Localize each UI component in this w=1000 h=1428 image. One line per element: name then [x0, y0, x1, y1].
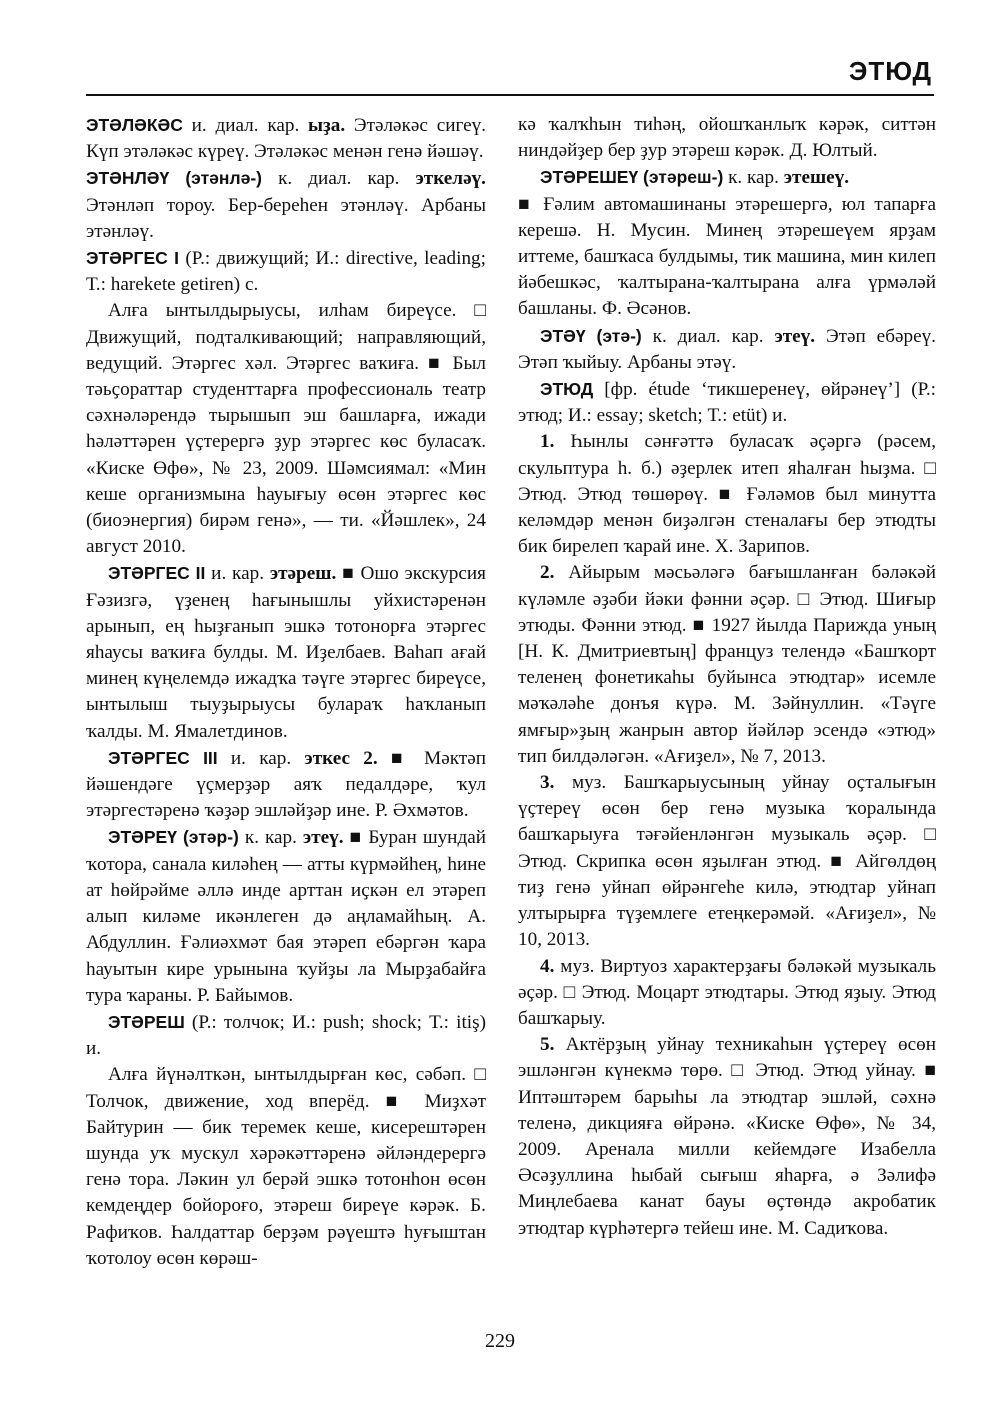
entry-text: «Киске Өфө», № 34, 2009. [518, 1112, 936, 1160]
dictionary-entry [86, 245, 486, 298]
entry-text: «Ағиҙел», № 7, 2013. [649, 745, 826, 767]
headword: ЭТЮД [540, 379, 594, 400]
dictionary-entry [518, 376, 936, 429]
italic-text: Ваһап ағай минең күңелемдә ижадҡа тәүге этәргес биреүсе, ынтылыш тыуҙырыусы булараҡ һаҡланып ҡалды. [86, 642, 486, 742]
entry-text: ■ [708, 483, 747, 505]
header-rule [86, 94, 934, 96]
entry-text: Р. Байымов. [192, 984, 294, 1006]
italic-text: Этәнләп тороу. Бер-береһен этәнләү. Арбаны этәнләү. [86, 194, 486, 242]
entry-text: М. Зәйнуллин. [717, 693, 881, 715]
italic-text: муз. [560, 955, 595, 977]
entry-text: «Йәшлек», 24 август 2010. [86, 510, 486, 558]
bold-text: 3. [540, 772, 555, 794]
italic-text: с. [244, 274, 259, 296]
headword: ЭТӘНЛӘҮ (этәнлә-) [86, 168, 262, 189]
dictionary-entry [86, 165, 486, 245]
dictionary-entry [86, 112, 486, 165]
dictionary-entry [518, 323, 936, 376]
italic-text: Этәләкәс сигеү. Күп этәләкәс күреү. Этәләкәс менән генә йәшәү. [86, 115, 487, 163]
dictionary-entry [518, 164, 936, 191]
italic-text: муз. [572, 772, 607, 794]
italic-text: Миҙхәт Байтурин — бик теремек кеше, кисерештәрен шунда уҡ мускул хәрәкәттәренә әйләндерергә генә тора. Ләкин ул берәй эшкә тотонһон өсөн кемдеңдер бойороғо, этәреш биреүе кәрәк. [86, 1090, 486, 1217]
italic-text: 1927 йылда Парижда уның [Н. К. Дмитриевтың] француз телендә «Башҡорт теленең фонетикаһы буйынса этюдтар» исемле мәҡәләһе донъя күрә. [518, 614, 937, 715]
entry-text: ■ [427, 352, 453, 374]
italic-text: Иптәштәрем барыһы ла этюдтар эшләй, сәхнә теленә, дикцияға өйрәнә. [518, 1086, 936, 1134]
left-column [86, 112, 486, 1272]
bold-text: эткеләү. [415, 168, 486, 190]
headword: ЭТӘРЕШЕҮ (этәреш-) [540, 167, 724, 188]
dictionary-entry [86, 745, 486, 825]
italic-text: Скрипка өсөн яҙылған этюд. [576, 850, 822, 872]
entry-text: Х. Зарипов. [710, 536, 810, 558]
entry-text: А. Абдуллин. [86, 906, 486, 954]
running-head: ЭТЮД [848, 56, 932, 86]
entry-text: ■ [336, 563, 361, 585]
entry-text: Һынлы сәнғәттә буласаҡ әҫәргә [554, 431, 878, 453]
italic-text: Буран шундай ҡотора, санала киләһең — атты күрмәйһең, һине ат һөйрәйме әллә инде арттан иҫкән ел этәреп алып киләме икәнлеген дә аңламайһың. [86, 827, 486, 928]
headword: ЭТӘҮ (этә-) [540, 325, 642, 346]
italic-text: Минең этәрешеүем ярҙам иттеме, башҡаса булдымы, тик машина, мин килеп йәбешкәс, ҡалтырана-ҡалтырана алға үрмәләй башланы. [518, 219, 936, 320]
dictionary-entry [86, 298, 486, 560]
dictionary-entry [518, 1032, 936, 1242]
italic-text: и. [86, 1038, 102, 1060]
italic-text: и. [772, 405, 788, 427]
entry-text: М. Садиҡова. [772, 1217, 889, 1239]
italic-text: Был тәьҫораттар студенттарға профессиональ театр сәхнәләрендә тырышып эш башларға, ижади һәләттәрен үҫтерергә ҙур этәргес көс буласаҡ. [86, 352, 486, 453]
italic-text: Шәмсиямал: «Мин кеше организмына һауығыу өсөн этәргес көс (биоэнергия) бирәм генә», — ти. [86, 457, 487, 532]
entry-text: «Киске Өфө», № 23, 2009. [86, 457, 327, 479]
right-column [518, 112, 936, 1242]
italic-text: Этәп ебәреү. Этәп ҡыйыу. Арбаны этәү. [518, 325, 936, 373]
bold-text: 1. [540, 431, 555, 453]
entry-text: ■ [686, 614, 712, 636]
entry-text: ‘тикшеренеү, өйрәнеү’] (Р.: этюд; И.: essay; sketch; Т.: etüt) [518, 379, 936, 427]
entry-text: Н. Мусин. [581, 219, 706, 241]
headword: ЭТӘРЕШ [108, 1011, 185, 1032]
entry-text: Актёрҙың уйнау техникаһын үҫтереү өсөн эшләнгән күнекмә төрө. □ Этюд. [518, 1034, 936, 1082]
italic-text: к. кар. [723, 167, 784, 189]
italic-text: Айгөлдөң тиҙ генә уйнап өйрәнгеһе килә, этюдтар уйнап ултырырға түҙемлеге етеңкерәмәй. [518, 850, 936, 925]
italic-text: Ғәләмов был минутта келәмдәр менән биҙәлгән стеналағы бер этюдты бик бирелеп ҡарай ине. [518, 483, 936, 558]
headword: ЭТӘРГЕС I [86, 248, 180, 269]
dictionary-entry [86, 1062, 486, 1272]
italic-text: «Тәүге ямғыр»ҙың жанрын автор йәйләр эсендә «этюд» тип билдәләгән. [518, 693, 936, 767]
dictionary-entry [86, 824, 486, 1008]
headword: ЭТӘЛӘКӘС [86, 115, 183, 135]
bold-text: ыҙа. [308, 115, 346, 136]
dictionary-entry [518, 560, 936, 770]
italic-text: и. кар. [217, 747, 305, 769]
entry-text: ■ [915, 1060, 936, 1082]
bold-text: 5. [540, 1034, 555, 1056]
entry-text: ■ [518, 193, 544, 215]
entry-text: М. Ямалетдинов. [142, 720, 288, 742]
dictionary-entry [86, 1009, 486, 1062]
italic-text: Ғәлим автомашинаны этәрешергә, юл тапарға керешә. [518, 193, 937, 241]
entry-text: (Р.: движущий; И.: directive, leading; Т.: harekete getiren) [86, 248, 486, 296]
italic-text: Этюд уйнау. [812, 1060, 916, 1082]
headword: ЭТӘРЕҮ (этәр-) [108, 827, 239, 848]
entry-text: «Ағиҙел», № 10, 2013. [518, 903, 936, 951]
italic-text: (рәсем, скульптура һ. б.) [518, 431, 936, 479]
italic-text: к. диал. кар. [641, 325, 775, 347]
headword: ЭТӘРГЕС II [108, 563, 206, 584]
entry-text: [фр. [593, 379, 649, 401]
dictionary-entry [518, 112, 936, 164]
italic-text: Һалдаттар берҙәм рәүештә һуғыштан ҡотолоу өсөн көрәш- [86, 1221, 486, 1269]
bold-text: этешеү. [783, 167, 850, 189]
bold-text: этеү. [302, 827, 344, 849]
italic-text: к. кар. [238, 827, 303, 849]
italic-text: кә ҡалҡһын тиһәң, ойошҡанлыҡ кәрәк, ситтән ниндәйҙер бер ҙур этәреш кәрәк. [518, 114, 936, 162]
headword: ЭТӘРГЕС III [108, 747, 218, 768]
entry-text [554, 772, 572, 793]
entry-text: Айырым мәсьәләгә бағышланған бәләкәй күләмле әҙәби йәки фәнни әҫәр. □ Этюд. [518, 562, 936, 610]
bold-text: этеү. [774, 325, 816, 347]
entry-text: Алға ынтылдырыусы, илһам биреүсе. □ Движущий, подталкивающий; направляющий, ведущий. [86, 300, 486, 374]
italic-text: Шиғыр этюды. Фәнни этюд. [518, 588, 936, 636]
entry-text: Д. Юлтый. [784, 140, 878, 162]
entry-text: Алға йүнәлткән, ынтылдырған көс, сәбәп. □ Толчок, движение, ход вперёд. ■ [86, 1064, 486, 1112]
entry-text: әҙерлек итеп яһалған һыҙма. □ Этюд. [518, 457, 936, 505]
entry-text: Б. Рафиҡов. [86, 1195, 486, 1243]
page-number: 229 [485, 1330, 515, 1352]
italic-text: Моцарт этюдтары. Этюд яҙыу. Этюд башҡарыу. [518, 981, 936, 1029]
bold-text: эткес 2. [304, 747, 378, 769]
dictionary-entry [518, 429, 936, 560]
italic-text: и. кар. [205, 563, 270, 585]
italic-text: Аренала милли кейемдәге Изабелла Әсәҙуллина һыбай сығыш яһарға, ә Зәлифә Миңлебаева канат бауы өҫтөндә акробатик этюдтар күрһәтергә тейеш ине. [518, 1138, 937, 1239]
entry-text: Р. Әхмәтов. [370, 800, 469, 822]
entry-text: Виртуоз характерҙағы бәләкәй музыкаль әҫәр. □ Этюд. [518, 955, 936, 1003]
italic-text: Этәргес хәл. Этәргес ваҡиға. [171, 352, 428, 374]
dictionary-entry [518, 954, 936, 1033]
italic-text: к. диал. кар. [262, 168, 416, 190]
bold-text: этәреш. [269, 563, 337, 585]
entry-text: ■ [343, 827, 369, 849]
entry-text: М. Иҙелбаев. [268, 642, 394, 664]
bold-text: 4. [540, 955, 555, 977]
bold-text: 2. [540, 562, 555, 584]
entry-text: ■ [821, 850, 856, 872]
italic-text: Ошо экскурсия Ғәзизгә, үҙенең һағынышлы уйхистәренән арынып, ең һыҙғанып эшкә тотонорға этәргес яһаусы ваҡиға булды. [86, 563, 486, 664]
italic-text: Этюд төшөрөү. [577, 483, 709, 505]
italic-text: и. диал. кар. [182, 115, 309, 136]
entry-text: (Р.: толчок; И.: push; shock; Т.: itiş) [184, 1011, 486, 1033]
italic-text: Ғәлиәхмәт бая этәреп ебәргән ҡара һауытын кире урынына ҡуйҙы ла Мырҙабайға тура ҡараны. [86, 932, 486, 1006]
entry-text: Ф. Әсәнов. [597, 298, 692, 320]
entry-text: ■ [377, 747, 425, 769]
italic-text: étude [648, 379, 691, 401]
entry-text: Башҡарыусының уйнау оҫталығын үҫтереү өсөн бер генә музыка ҡоралында башҡарыуға тәғәйенләнгән музыкаль әҫәр. □ Этюд. [518, 772, 936, 872]
italic-text: Мәктәп йәшендәге үҫмерҙәр аяҡ педалдәре, ҡул этәргестәренә ҡәҙәр эшләйҙәр ине. [86, 747, 486, 822]
dictionary-entry [518, 770, 936, 953]
dictionary-entry [518, 192, 936, 323]
dictionary-entry [86, 560, 486, 744]
